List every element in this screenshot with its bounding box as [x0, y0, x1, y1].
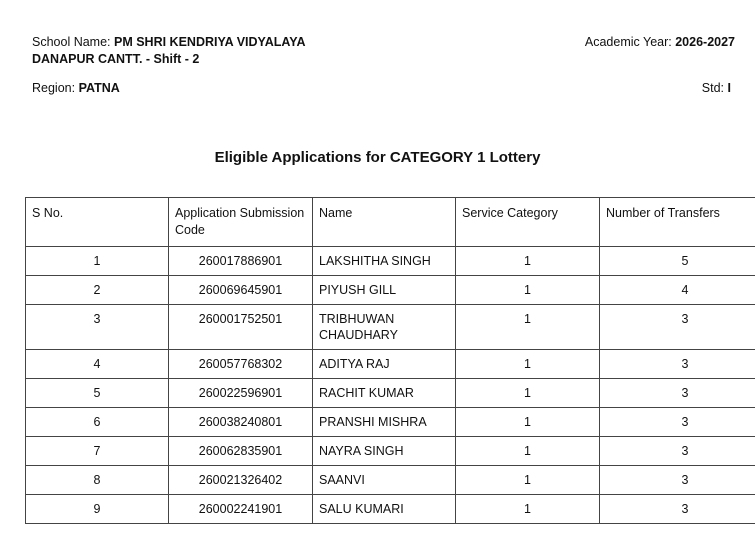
cell-sno: 3 — [26, 305, 169, 350]
cell-sno: 9 — [26, 495, 169, 524]
cell-service-category: 1 — [456, 350, 600, 379]
cell-name: RACHIT KUMAR — [313, 379, 456, 408]
cell-name: LAKSHITHA SINGH — [313, 247, 456, 276]
school-name-line1: PM SHRI KENDRIYA VIDYALAYA — [114, 35, 306, 49]
table-row — [26, 408, 755, 437]
cell-service-category: 1 — [456, 247, 600, 276]
page-title: Eligible Applications for CATEGORY 1 Lottery — [214, 149, 541, 166]
cell-number-of-transfers: 3 — [600, 305, 755, 350]
cell-application-code: 260022596901 — [169, 379, 313, 408]
std-block — [702, 80, 731, 97]
school-name-line2: DANAPUR CANTT. - Shift - 2 — [32, 52, 200, 66]
cell-number-of-transfers: 3 — [600, 379, 755, 408]
table-row — [26, 437, 755, 466]
cell-sno: 6 — [26, 408, 169, 437]
table-row — [26, 379, 755, 408]
cell-service-category: 1 — [456, 466, 600, 495]
table-row — [26, 466, 755, 495]
cell-name: NAYRA SINGH — [313, 437, 456, 466]
cell-service-category: 1 — [456, 379, 600, 408]
table-row — [26, 247, 755, 276]
cell-application-code: 260062835901 — [169, 437, 313, 466]
cell-number-of-transfers: 5 — [600, 247, 755, 276]
region-label: Region: — [32, 81, 76, 95]
column-header-transfers: Number of Transfers — [600, 198, 755, 247]
cell-application-code: 260001752501 — [169, 305, 313, 350]
cell-name: TRIBHUWAN CHAUDHARY — [313, 305, 456, 350]
academic-year-label: Academic Year: — [584, 35, 672, 49]
std-label: Std: — [701, 81, 725, 95]
cell-name: PIYUSH GILL — [313, 276, 456, 305]
cell-name: SAANVI — [313, 466, 456, 495]
cell-number-of-transfers: 4 — [600, 276, 755, 305]
cell-application-code: 260017886901 — [169, 247, 313, 276]
academic-year-block — [585, 34, 735, 51]
cell-number-of-transfers: 3 — [600, 408, 755, 437]
cell-number-of-transfers: 3 — [600, 437, 755, 466]
cell-application-code: 260069645901 — [169, 276, 313, 305]
cell-application-code: 260021326402 — [169, 466, 313, 495]
cell-sno: 8 — [26, 466, 169, 495]
cell-sno: 5 — [26, 379, 169, 408]
cell-service-category: 1 — [456, 437, 600, 466]
school-label: School Name: — [32, 35, 111, 49]
applications-table — [25, 197, 755, 524]
column-header-code: Application Submission Code — [169, 198, 313, 247]
cell-name: ADITYA RAJ — [313, 350, 456, 379]
cell-number-of-transfers: 3 — [600, 495, 755, 524]
cell-application-code: 260057768302 — [169, 350, 313, 379]
region-value: PATNA — [78, 81, 120, 95]
column-header-name: Name — [313, 198, 456, 247]
column-header-sno: S No. — [26, 198, 169, 247]
cell-service-category: 1 — [456, 495, 600, 524]
cell-number-of-transfers: 3 — [600, 466, 755, 495]
school-name-block — [32, 34, 306, 68]
cell-sno: 2 — [26, 276, 169, 305]
cell-application-code: 260002241901 — [169, 495, 313, 524]
table-row — [26, 350, 755, 379]
table-row — [26, 305, 755, 350]
table-row — [26, 495, 755, 524]
cell-sno: 4 — [26, 350, 169, 379]
std-value: I — [727, 81, 731, 95]
cell-service-category: 1 — [456, 305, 600, 350]
cell-name: SALU KUMARI — [313, 495, 456, 524]
cell-sno: 7 — [26, 437, 169, 466]
column-header-service: Service Category — [456, 198, 600, 247]
cell-service-category: 1 — [456, 276, 600, 305]
academic-year-value: 2026-2027 — [675, 35, 735, 49]
cell-service-category: 1 — [456, 408, 600, 437]
table-header-row — [26, 198, 755, 247]
cell-number-of-transfers: 3 — [600, 350, 755, 379]
table-row — [26, 276, 755, 305]
cell-name: PRANSHI MISHRA — [313, 408, 456, 437]
cell-sno: 1 — [26, 247, 169, 276]
cell-application-code: 260038240801 — [169, 408, 313, 437]
region-block — [32, 80, 120, 97]
